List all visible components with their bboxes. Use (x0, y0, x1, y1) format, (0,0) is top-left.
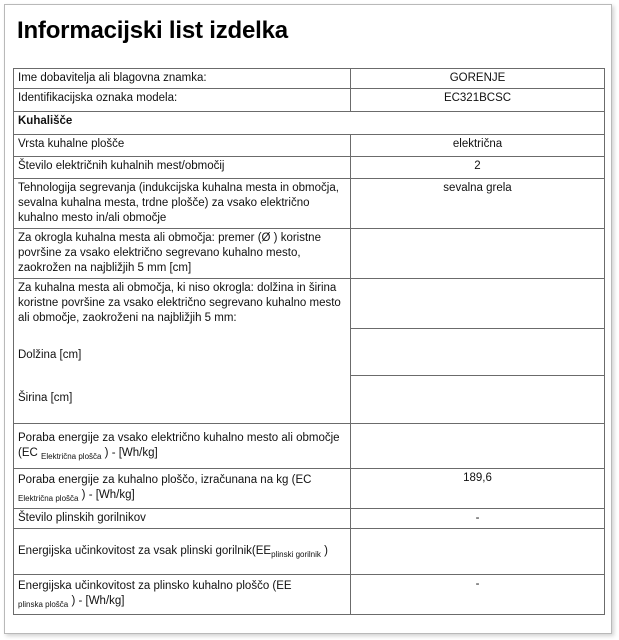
gas-eff-burner-label (14, 528, 351, 574)
table-row (14, 375, 605, 423)
energy-zone-text-c: ) - [Wh/kg] (101, 446, 158, 459)
table-row (14, 179, 605, 229)
energy-zone-subscript: Električna plošča (41, 451, 102, 461)
table-row (14, 135, 605, 157)
supplier-value: GORENJE (351, 69, 605, 89)
gas-burners-value: - (351, 508, 605, 528)
hob-type-label: Vrsta kuhalne plošče (14, 135, 351, 157)
energy-zone-value (351, 423, 605, 468)
table-row (14, 468, 605, 508)
energy-zone-label (14, 423, 351, 468)
table-row (14, 279, 605, 329)
zones-count-value: 2 (351, 157, 605, 179)
energy-hob-label (14, 468, 351, 508)
heating-tech-label: Tehnologija segrevanja (indukcijska kuhalna mesta in območja, sevalna kuhalna mesta, trdne plošče) za vsako električno kuhalno mesto in/ali območje (14, 179, 351, 229)
table-row (14, 328, 605, 375)
energy-zone-text-a: Poraba energije za vsako električno kuhalno mesto ali območje (18, 431, 340, 444)
energy-zone-text-b: (EC (18, 446, 41, 459)
table-row (14, 157, 605, 179)
supplier-label: Ime dobavitelja ali blagovna znamka: (14, 69, 351, 89)
section-heading: Kuhališče (14, 112, 605, 135)
non-round-value (351, 279, 605, 329)
table-row (14, 69, 605, 89)
info-table (13, 68, 605, 615)
table-row (14, 528, 605, 574)
gas-eff-hob-text-c: ) - [Wh/kg] (68, 595, 125, 607)
hob-type-value: električna (351, 135, 605, 157)
gas-eff-hob-subscript: plinska plošča (18, 600, 69, 609)
energy-hob-text-c: ) - [Wh/kg] (78, 489, 135, 501)
width-label: Širina [cm] (14, 375, 351, 423)
heating-tech-value: sevalna grela (351, 179, 605, 229)
gas-eff-burner-text-a: Energijska učinkovitost za vsak plinski gorilnik(EE (18, 544, 272, 557)
round-zones-label: Za okrogla kuhalna mesta ali območja: premer (Ø ) koristne površine za vsako električno segrevano kuhalno mesto, zaokrožen na najbližjih 5 mm [cm] (14, 229, 351, 279)
table-row (14, 574, 605, 614)
gas-eff-burner-value (351, 528, 605, 574)
length-label: Dolžina [cm] (14, 328, 351, 375)
length-value (351, 328, 605, 375)
energy-hob-text-a: Poraba energije za kuhalno ploščo, izračunana na kg (EC (18, 474, 312, 486)
page-title: Informacijski list izdelka (17, 17, 288, 44)
table-row (14, 229, 605, 279)
energy-hob-value: 189,6 (351, 468, 605, 508)
model-label: Identifikacijska oznaka modela: (14, 89, 351, 112)
gas-eff-burner-subscript: plinski gorilnik (271, 549, 321, 559)
gas-eff-burner-text-c: ) (320, 544, 328, 557)
gas-eff-hob-value: - (351, 574, 605, 614)
gas-eff-hob-text-a: Energijska učinkovitost za plinsko kuhalno ploščo (EE (18, 580, 292, 592)
width-value (351, 375, 605, 423)
model-value: EC321BCSC (351, 89, 605, 112)
gas-eff-hob-label (14, 574, 351, 614)
table-row (14, 508, 605, 528)
table-row (14, 89, 605, 112)
gas-burners-label: Število plinskih gorilnikov (14, 508, 351, 528)
round-zones-value (351, 229, 605, 279)
zones-count-label: Število električnih kuhalnih mest/območij (14, 157, 351, 179)
energy-hob-subscript: Električna plošča (18, 494, 79, 503)
table-row (14, 112, 605, 135)
non-round-label: Za kuhalna mesta ali območja, ki niso okrogla: dolžina in širina koristne površine za vsako električno segrevano kuhalno mesto ali območje, zaokroženi na najbližjih 5 mm: (14, 279, 351, 329)
table-row (14, 423, 605, 468)
